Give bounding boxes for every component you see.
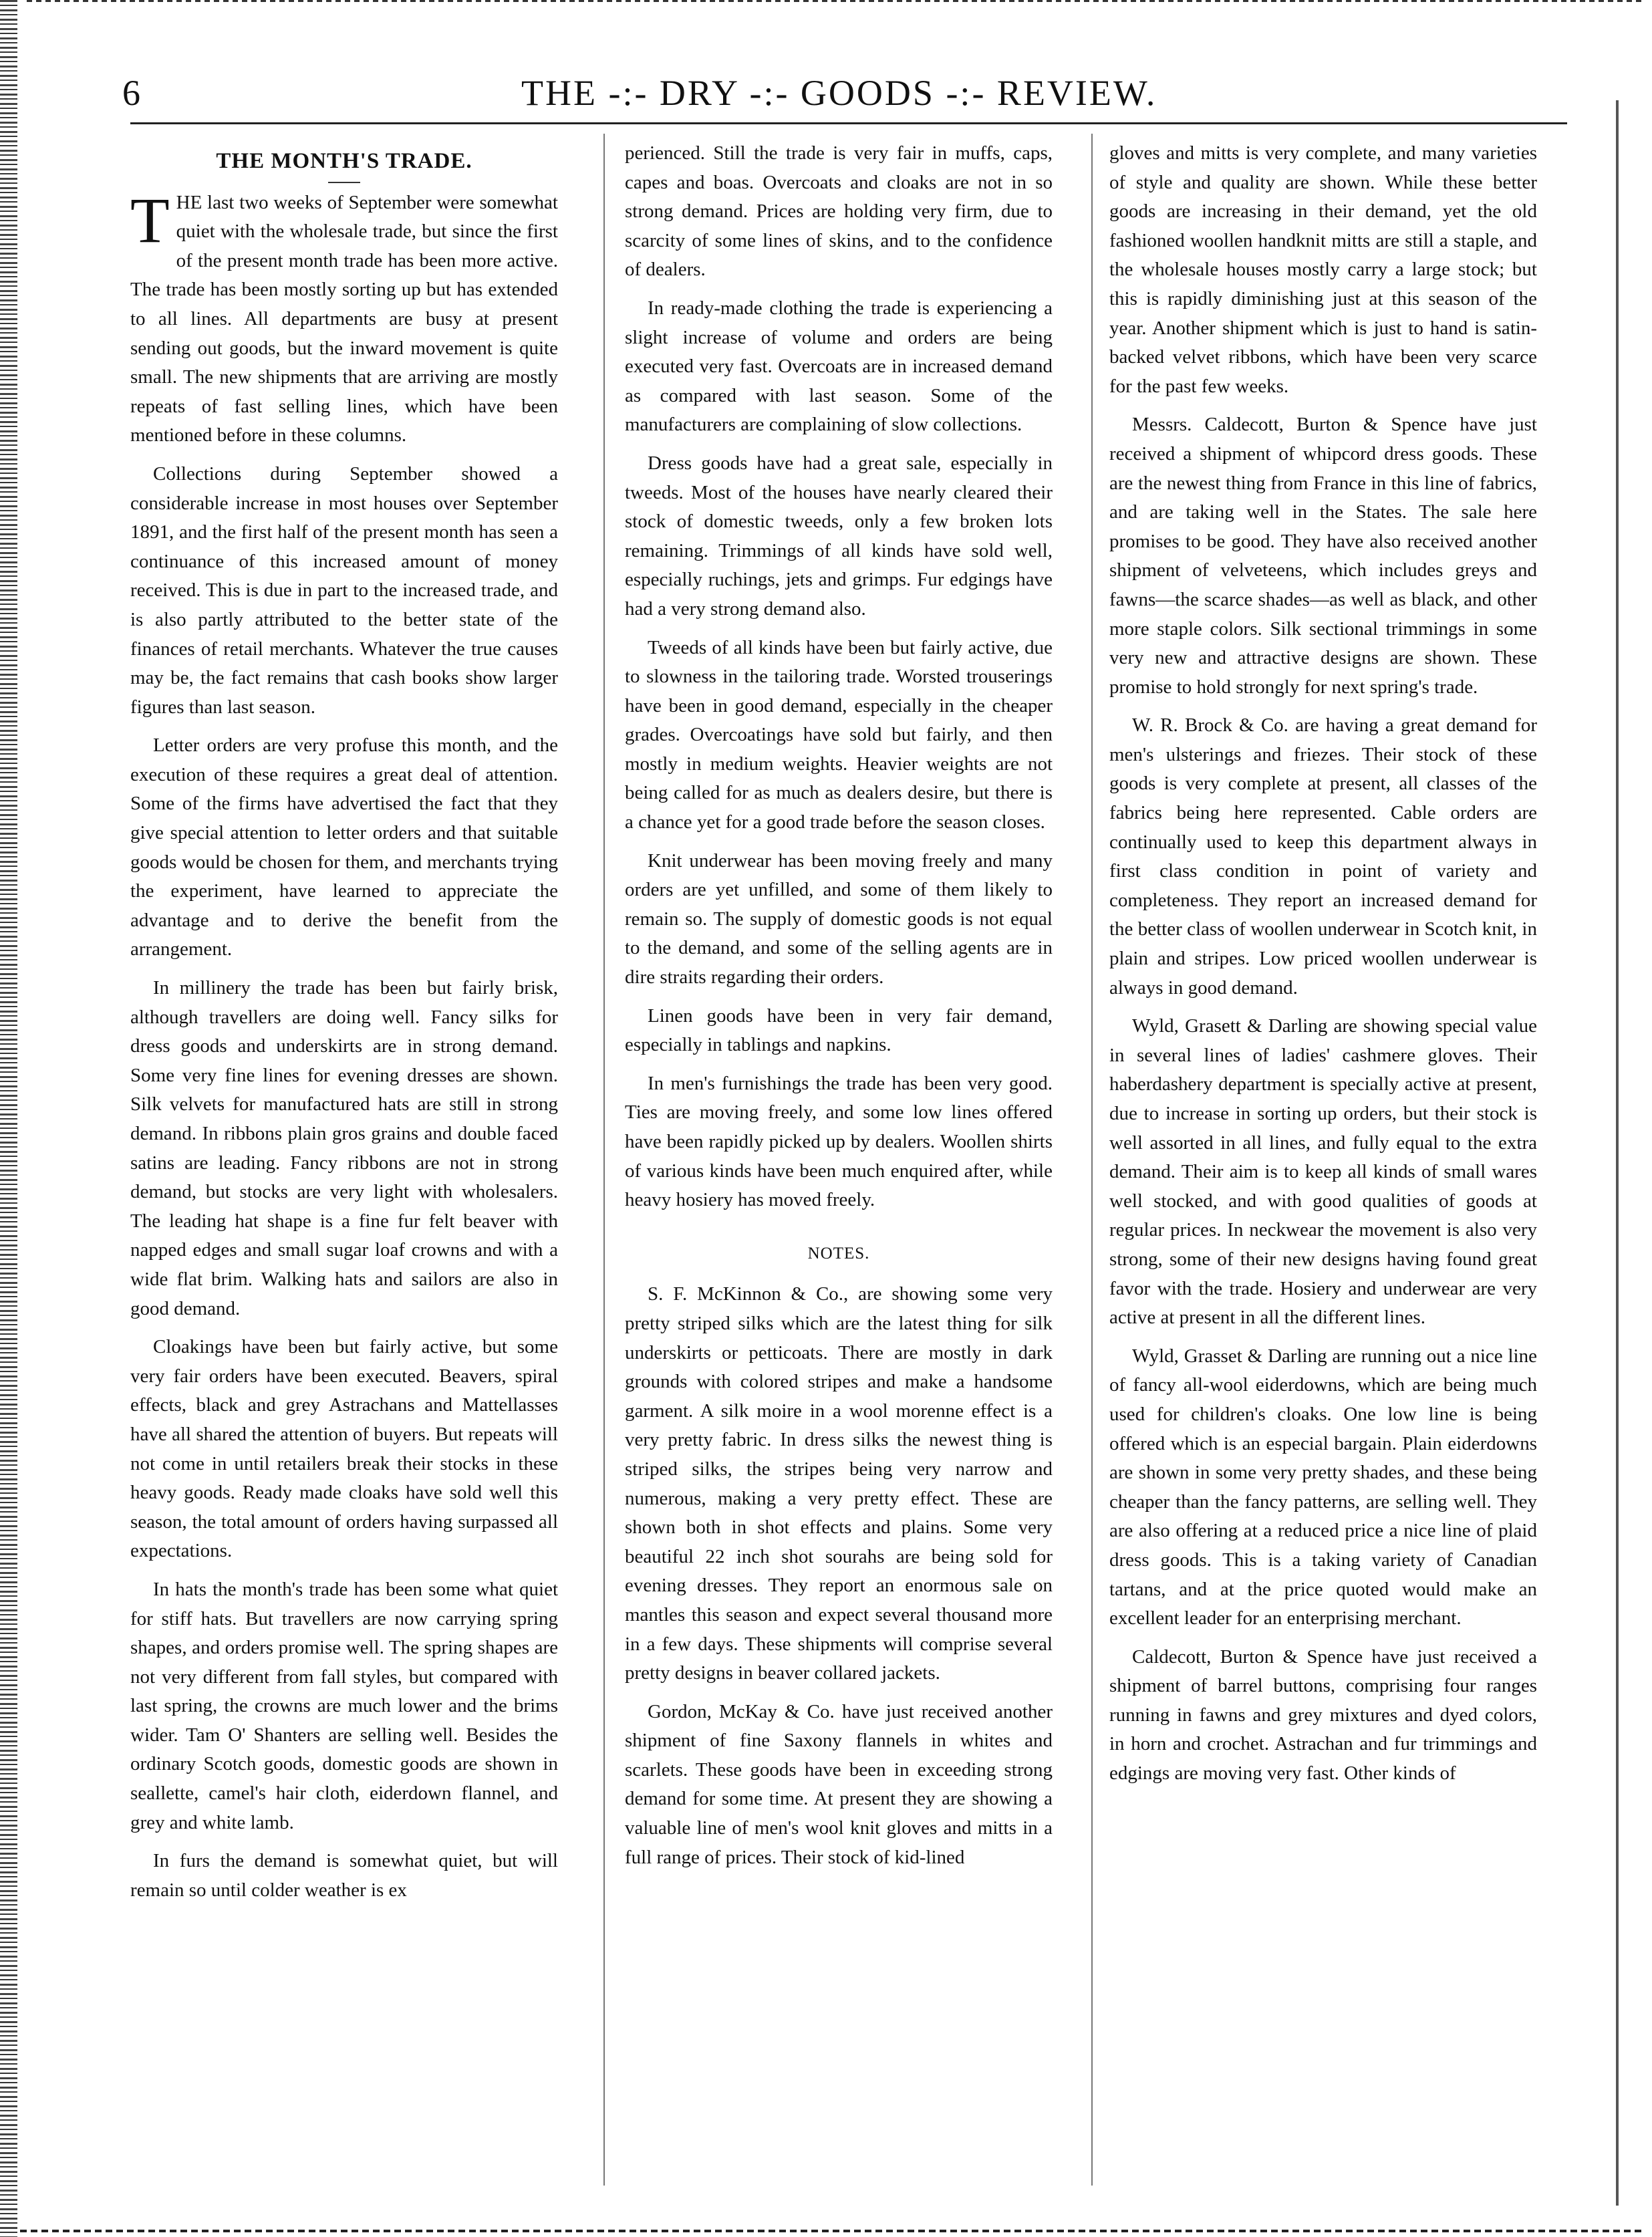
paragraph: S. F. McKinnon & Co., are showing some very pretty striped silks which are the latest thing for silk underskirts or petticoats. There are mostly in dark grounds with colored stripes and make a handsome garment. A silk moire in a wool morenne effect is a very pretty fabric. In dress silks the newest thing is striped silks, the stripes being very narrow and numerous, making a very pretty effect. These are shown both in shot effects and plains. Some very beautiful 22 inch shot sourahs are being sold for evening dresses. They report an enormous sale on mantles this season and expect several thousand more in a few days. These shipments will comprise several pretty designs in beaver collared jackets. [625,1283,1053,1684]
paragraph: gloves and mitts is very complete, and many varieties of style and quality are shown. While these better goods are increasing in their demand, yet the old fashioned woollen handknit mitts are still a staple, and the wholesale houses mostly carry a large stock; but this is rapidly diminishing just at this season of the year. Another shipment which is just to hand is satin-backed velvet ribbons, which have been very scarce for the past few weeks. [1109,142,1537,397]
paragraph: Knit underwear has been moving freely and many orders are yet unfilled, and some of them likely to remain so. The supply of domestic goods is not equal to the demand, and some of the selling agents are in dire straits regarding their orders. [625,849,1053,989]
paragraph: Collections during September showed a considerable increase in most houses over September 1891, and the first half of the present month has seen a continuance of this increased amount of money received. This is due in part to the increased trade, and is also partly attributed to the better state of the finances of retail merchants. Whatever the true causes may be, the fact remains that cash books show larger figures than last season. [130,463,558,718]
paragraph: Messrs. Caldecott, Burton & Spence have just received a shipment of whipcord dress goods. These are the newest thing from France in this line of fabrics, and are taking well in the States. The sale here promises to be good. They have also received another shipment of velveteens, which includes greys and fawns—the scarce shades—as well as black, and other more staple colors. Silk sectional trimmings in some very new and attractive designs are shown. These promise to hold strongly for next spring's trade. [1109,414,1537,698]
paragraph: Wyld, Grasett & Darling are showing special value in several lines of ladies' cashmere gloves. Their haberdashery department is specially active at present, due to increase in sorting up orders, but their stock is well assorted in all lines, and fully equal to the extra demand. Their aim is to keep all kinds of small wares well stocked, and with good qualities of goods at regular prices. In neckwear the movement is also very strong, some of their new designs having found great favor with the trade. Hosiery and underwear are very active at present in all the different lines. [1109,1015,1537,1329]
paragraph: Linen goods have been in very fair demand, especially in tablings and napkins. [625,1005,1053,1056]
binding-edge [0,0,17,2237]
title-rule [328,182,360,183]
paragraph: Letter orders are very profuse this month, and the execution of these requires a great deal of attention. Some of the firms have advertised the fact that they give special attention to letter orders and that suitable goods would be chosen for them, and merchants trying the experiment, have learned to appreciate the advantage and to derive the benefit from the arrangement. [130,735,558,960]
paragraph: Gordon, McKay & Co. have just received another shipment of fine Saxony flannels in whites and scarlets. These goods have been in exceeding strong demand for some time. At present they are showing a valuable line of men's wool knit gloves and mitts in a full range of prices. Their stock of kid-lined [625,1700,1053,1868]
paragraph: perienced. Still the trade is very fair in muffs, caps, capes and boas. Overcoats and cloaks are not in so strong demand. Prices are holding very firm, due to scarcity of some lines of skins, and to the confidence of dealers. [625,142,1053,281]
column-divider [603,134,605,2186]
paragraph: W. R. Brock & Co. are having a great demand for men's ulsterings and friezes. Their stock of these goods is very complete at present, all classes of the fabrics being here represented. Cable orders are continually used to keep this department always in first class condition in point of variety and completeness. They report an increased demand for the better class of woollen underwear in Scotch knit, in plain and stripes. Low priced woollen underwear is always in good demand. [1109,714,1537,999]
notes-heading: NOTES. [807,1244,870,1263]
paragraph: In men's furnishings the trade has been very good. Ties are moving freely, and some low lines offered have been rapidly picked up by dealers. Woollen shirts of various kinds have been much enquired after, while heavy hosiery has moved freely. [625,1072,1053,1211]
article-title: THE MONTH'S TRADE. [216,149,472,173]
paragraph: In hats the month's trade has been some what quiet for stiff hats. But travellers are now carrying spring shapes, and orders promise well. The spring shapes are not very different from fall styles, but compared with last spring, the crowns are much lower and the brims wider. Tam O' Shanters are selling well. Besides the ordinary Scotch goods, domestic goods are shown in seallette, camel's hair cloth, eiderdown flannel, and grey and white lamb. [130,1578,558,1833]
column-3 [1109,139,1537,1798]
top-rule [27,0,1644,2]
drop-cap: T [130,184,170,256]
column-divider [1091,134,1093,2186]
column-2 [625,139,1053,1881]
paragraph: Wyld, Grasset & Darling are running out a nice line of fancy all-wool eiderdowns, which are being much used for children's cloaks. One low line is being offered which is an especial bargain. Plain eiderdowns are shown in some very pretty shades, and these being cheaper than the fancy patterns, are selling well. They are also offering at a reduced price a nice line of plaid dress goods. This is a taking variety of Canadian tartans, and at the price quoted would make an excellent leader for an enterprising merchant. [1109,1345,1537,1629]
right-frame-rule [1616,100,1619,2206]
paragraph: Dress goods have had a great sale, especially in tweeds. Most of the houses have nearly cleared their stock of domestic tweeds, only a few broken lots remaining. Trimmings of all kinds have sold well, especially ruchings, jets and grimps. Fur edgings have had a very strong demand also. [625,452,1053,620]
bottom-rule [20,2230,1644,2232]
paragraph-text: HE last two weeks of September were somewhat quiet with the wholesale trade, but since the first of the present month trade has been more active. The trade has been mostly sorting up but has extended to all lines. All departments are busy at present sending out goods, but the inward movement is quite small. The new shipments that are arriving are mostly repeats of fast selling lines, which have been mentioned before in these columns. [130,191,558,446]
paragraph: Cloakings have been but fairly active, but some very fair orders have been executed. Beavers, spiral effects, black and grey Astrachans and Mattellasses have all shared the attention of buyers. But repeats will not come in until retailers break their stocks in these heavy goods. Ready made cloaks have sold well this season, the total amount of orders having surpassed all expectations. [130,1336,558,1562]
paragraph: In furs the demand is somewhat quiet, but will remain so until colder weather is ex [130,1850,558,1901]
header-rule [130,122,1567,124]
page-number: 6 [122,73,140,113]
paragraph: In millinery the trade has been but fairly brisk, although travellers are doing well. Fancy silks for dress goods and underskirts are in strong demand. Some very fine lines for evening dresses are shown. Silk velvets for manufactured hats are still in strong demand. In ribbons plain gros grains and double faced satins are leading. Fancy ribbons are not in strong demand, but stocks are very light with wholesalers. The leading hat shape is a fine fur felt beaver with napped edges and small sugar loaf crowns and with a wide flat brim. Walking hats and sailors are also in good demand. [130,977,558,1319]
paragraph: Caldecott, Burton & Spence have just received a shipment of barrel buttons, comprising four ranges running in fawns and grey mixtures and dyed colors, in horn and crochet. Astrachan and fur trimmings and edgings are moving very fast. Other kinds of [1109,1646,1537,1785]
paragraph [130,184,558,450]
column-1 [130,139,558,1914]
paragraph: Tweeds of all kinds have been but fairly active, due to slowness in the tailoring trade. Worsted trouserings have been in good demand, especially in the cheaper grades. Overcoatings have sold but fairly, and then mostly in medium weights. Heavier weights are not being called for as much as dealers desire, but there is a chance yet for a good trade before the season closes. [625,636,1053,833]
paragraph: In ready-made clothing the trade is experiencing a slight increase of volume and orders are being executed very fast. Overcoats are in increased demand as compared with last season. Some of the manufacturers are complaining of slow collections. [625,297,1053,436]
running-head: THE -:- DRY -:- GOODS -:- REVIEW. [521,73,1157,113]
